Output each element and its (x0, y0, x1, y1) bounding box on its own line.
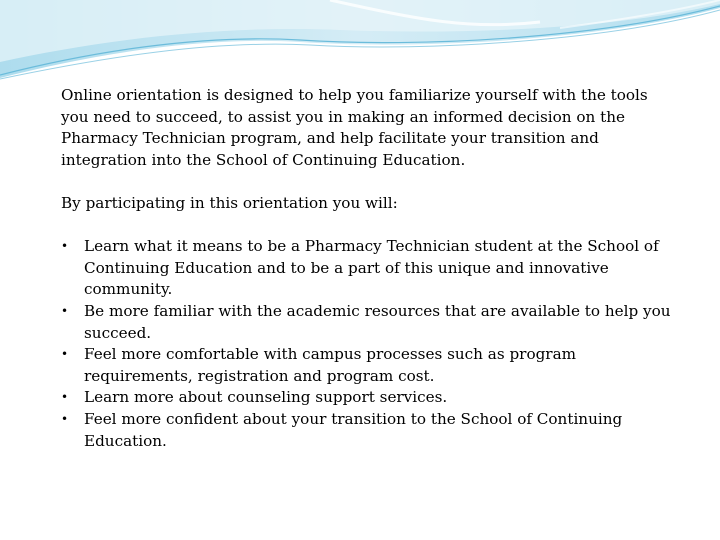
list-item-text: Feel more confident about your transition to the School of Continuing Education. (84, 409, 623, 450)
list-item (61, 301, 676, 344)
list-item (61, 409, 676, 452)
bullet-icon: • (61, 303, 69, 318)
intro-paragraph: Online orientation is designed to help you familiarize yourself with the tools you need to succeed, to assist you in making an informed decision on the Pharmacy Technician program, and help facilitate your transition and integration into the School of Continuing Education. (61, 86, 648, 169)
list-item (61, 344, 676, 387)
list-item (61, 387, 676, 409)
bullet-icon: • (61, 390, 69, 405)
list-item-text: Learn more about counseling support services. (84, 388, 448, 407)
bullet-icon: • (61, 239, 69, 254)
list-item-text: Feel more comfortable with campus processes such as program requirements, registration and program cost. (84, 345, 577, 385)
list-item-text: Learn what it means to be a Pharmacy Technician student at the School of Continuing Education and to be a part of this unique and innovative community. (84, 237, 659, 299)
orientation-benefits-list (61, 236, 676, 452)
header-wave-decoration (0, 0, 720, 90)
lead-sentence: By participating in this orientation you will: (61, 193, 398, 212)
slide-body (61, 85, 676, 452)
list-item (61, 236, 676, 301)
bullet-icon: • (61, 347, 69, 362)
list-item-text: Be more familiar with the academic resources that are available to help you succeed. (84, 301, 671, 342)
bullet-icon: • (61, 411, 69, 426)
